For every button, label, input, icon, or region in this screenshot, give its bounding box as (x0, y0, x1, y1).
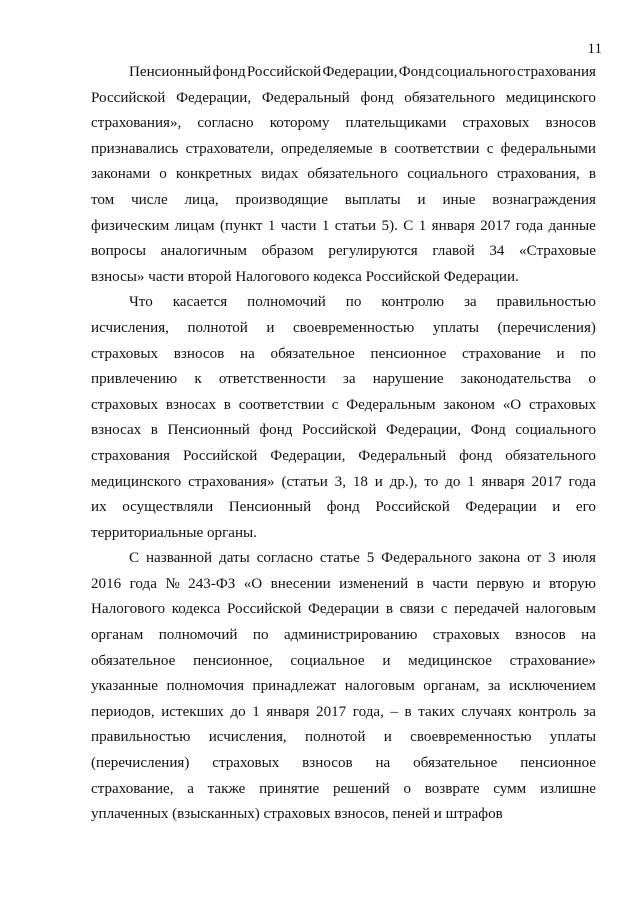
text-line: законами о конкретных видах обязательного социального страхования, в (91, 166, 596, 183)
text-line: признавались страхователи, определяемые в соответствии с федеральными (91, 140, 596, 157)
text-line: 2016 года № 243-ФЗ «О внесении изменений в части первую и вторую (91, 575, 596, 592)
text-line: привлечению к ответственности за нарушение законодательства о (91, 371, 596, 388)
text-line: вопросы аналогичным образом регулируются главой 34 «Страховые (91, 243, 596, 260)
text-line: Российской Федерации, Федеральный фонд обязательного медицинского (91, 89, 596, 106)
text-line: страхования», согласно которому плательщиками страховых взносов (91, 115, 596, 132)
text-line: Пенсионный фонд Российской Федерации, Фонд социального страхования (129, 64, 596, 80)
text-line: страхование, а также принятие решений о возврате сумм излишне (91, 780, 596, 797)
text-line: медицинского страхования» (статьи 3, 18 и др.), то до 1 января 2017 года (91, 473, 596, 490)
text-line: страховых взносах в соответствии с Федеральным законом «О страховых (91, 396, 596, 413)
text-line: физическим лицам (пункт 1 части 1 статьи 5). С 1 января 2017 года данные (91, 217, 596, 234)
text-line: правильностью исчисления, полнотой и своевременностью уплаты (91, 729, 596, 746)
text-line: (перечисления) страховых взносов на обязательное пенсионное (91, 755, 596, 772)
text-line: Что касается полномочий по контролю за правильностью (129, 294, 596, 311)
text-line: исчисления, полнотой и своевременностью уплаты (перечисления) (91, 319, 596, 336)
body-text (91, 60, 596, 828)
text-line: их осуществляли Пенсионный фонд Российской Федерации и его (91, 499, 596, 516)
text-line: взносах в Пенсионный фонд Российской Федерации, Фонд социального (91, 422, 596, 439)
text-line: указанные полномочия принадлежат налоговым органам, за исключением (91, 678, 596, 695)
text-line: том числе лица, производящие выплаты и иные вознаграждения (91, 191, 596, 208)
text-line: периодов, истекших до 1 января 2017 года, – в таких случаях контроль за (91, 703, 596, 720)
text-line: страхования Российской Федерации, Федеральный фонд обязательного (91, 447, 596, 464)
text-line: С названной даты согласно статье 5 Федерального закона от 3 июля (129, 550, 596, 567)
text-line: обязательное пенсионное, социальное и медицинское страхование» (91, 652, 596, 669)
page-number: 11 (587, 41, 602, 57)
text-line: взносы» части второй Налогового кодекса Российской Федерации. (91, 268, 519, 285)
text-line: уплаченных (взысканных) страховых взносов, пеней и штрафов (91, 806, 503, 823)
text-line: органам полномочий по администрированию страховых взносов на (91, 627, 596, 644)
text-line: Налогового кодекса Российской Федерации в связи с передачей налоговым (91, 601, 596, 618)
text-line: территориальные органы. (91, 524, 257, 541)
text-line: страховых взносов на обязательное пенсионное страхование и по (91, 345, 596, 362)
